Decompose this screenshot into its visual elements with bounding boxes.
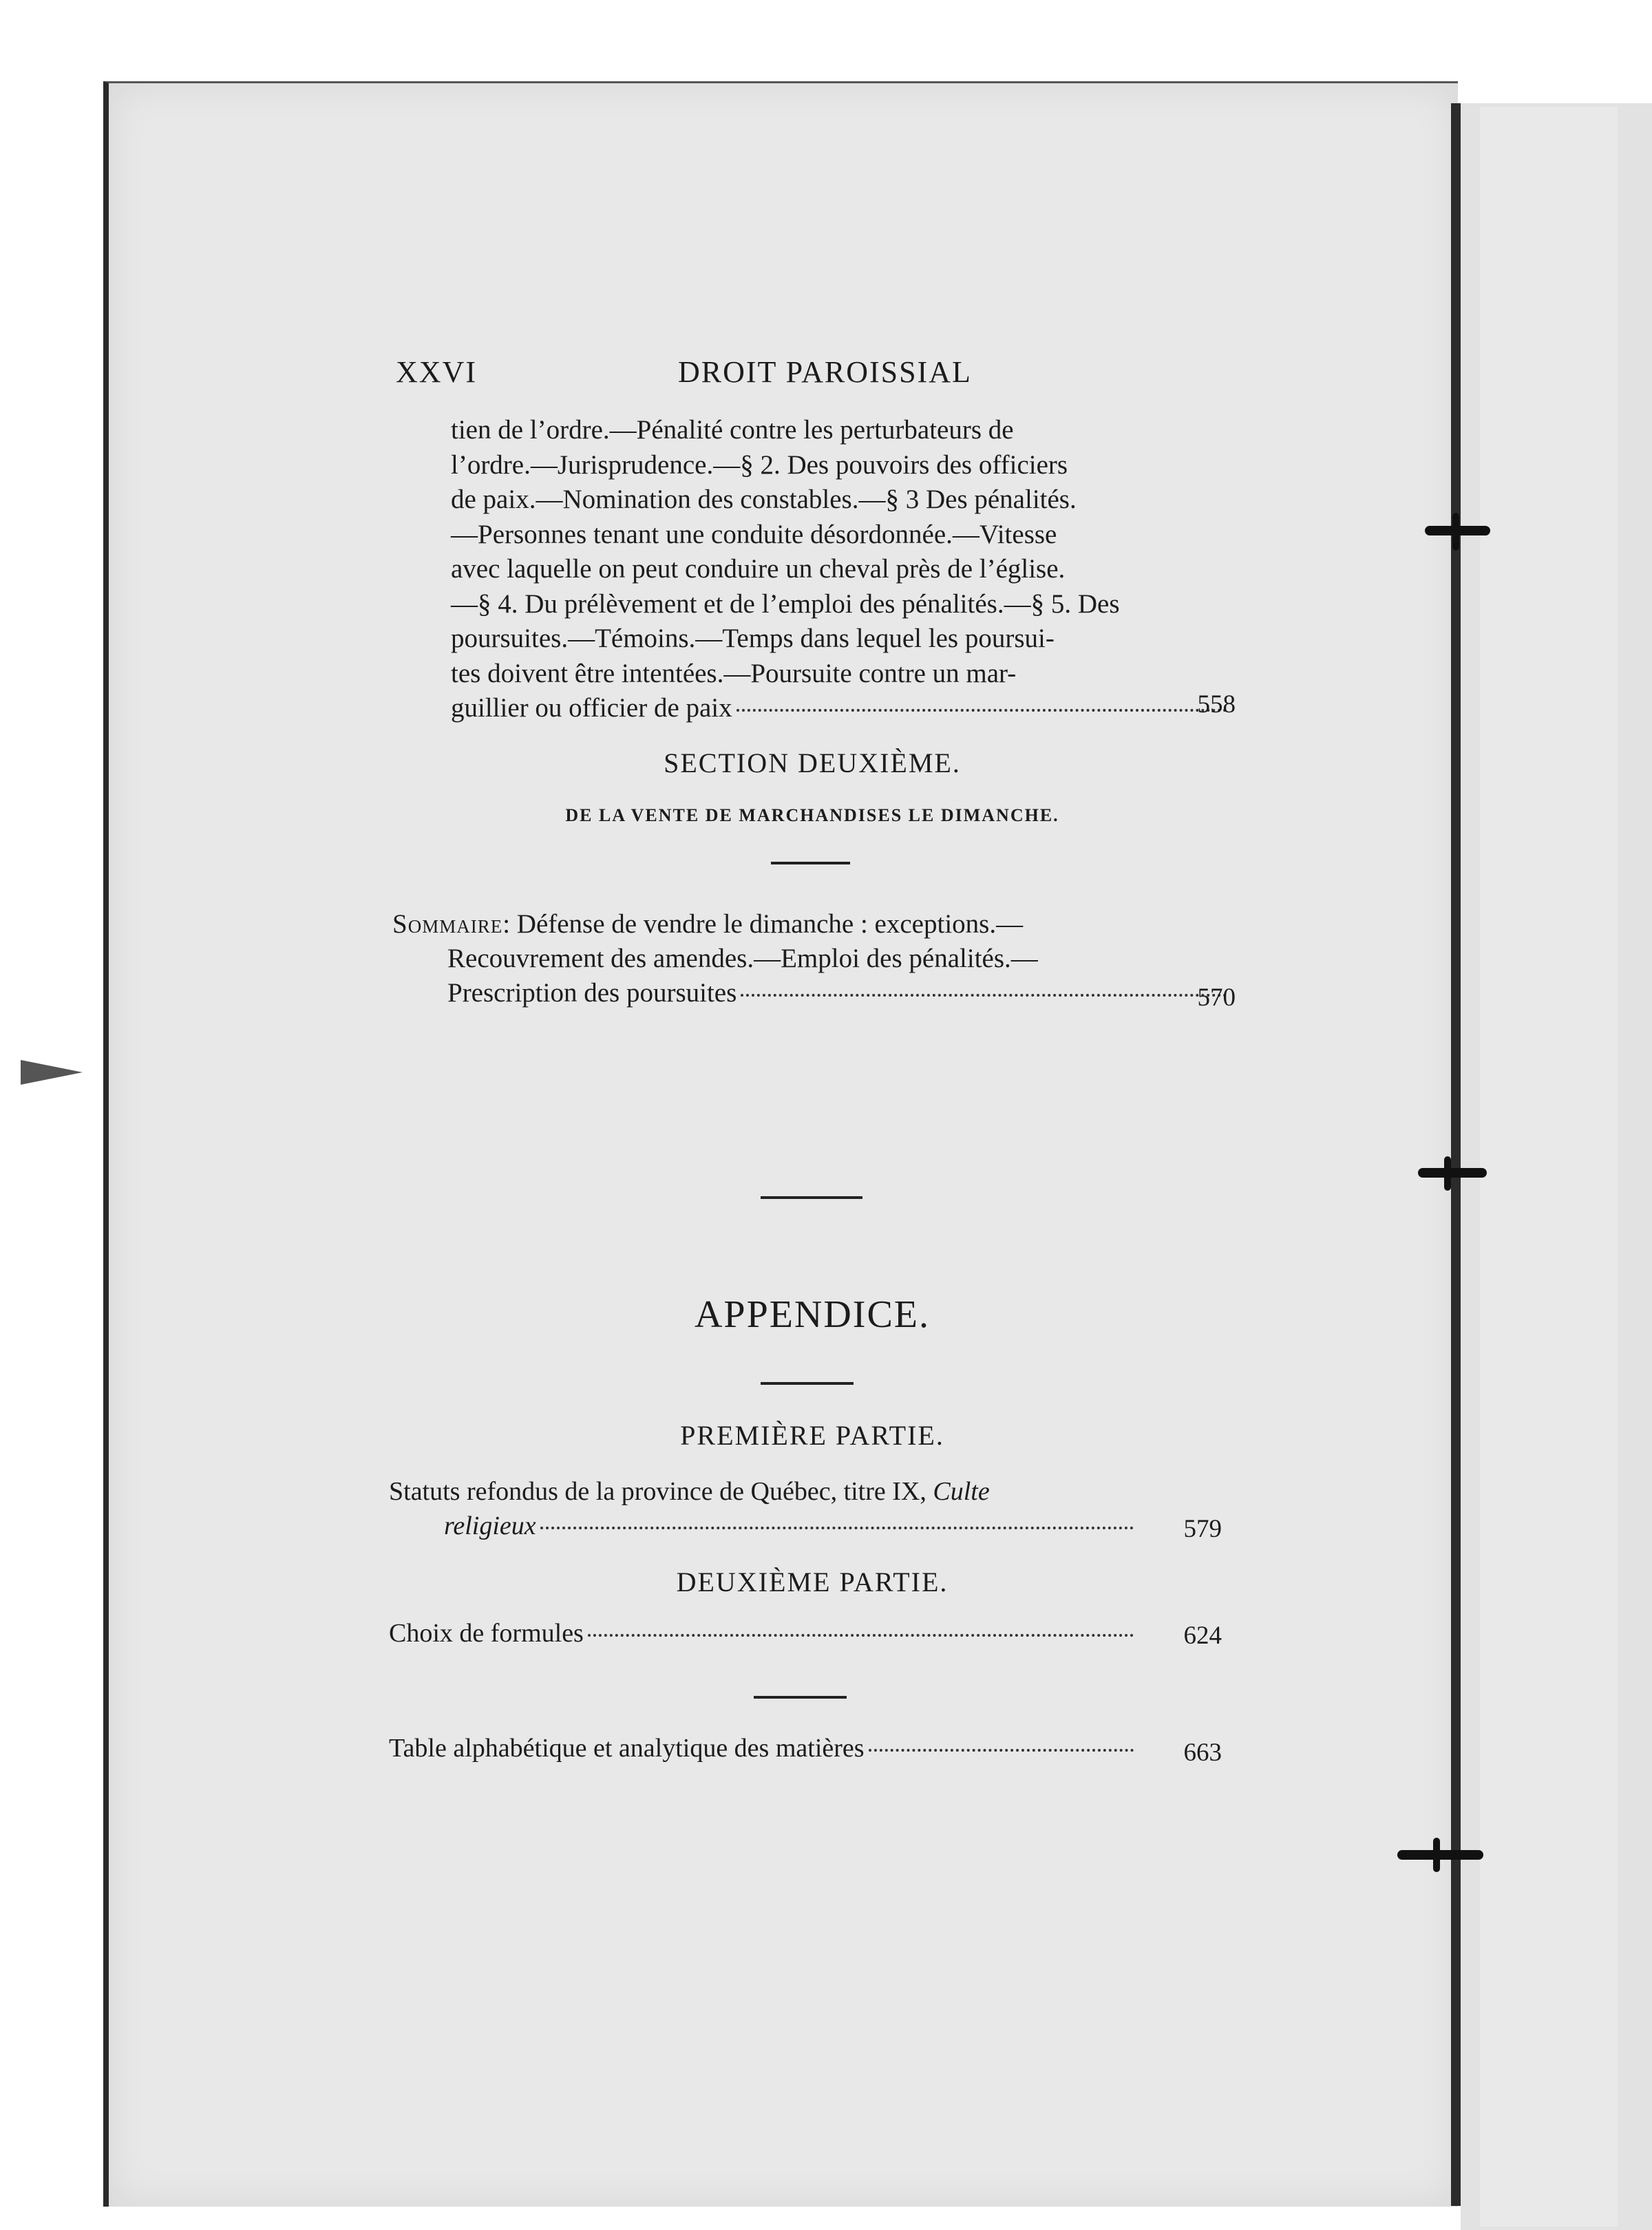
page-number: 558 (1197, 690, 1236, 719)
entry-line: Table alphabétique et analytique des matières (389, 1731, 1139, 1765)
dot-leader (540, 1509, 1134, 1529)
entry-line: Statuts refondus de la province de Québec, titre IX, Culte (389, 1477, 990, 1506)
toc-entry-part-two (389, 1616, 1139, 1650)
entry-line: l’ordre.—Jurisprudence.—§ 2. Des pouvoirs des officiers (451, 449, 1068, 480)
sheet-edge (1451, 103, 1461, 2206)
binding-pin-stem (1452, 513, 1459, 551)
page-number: 663 (1183, 1739, 1222, 1767)
entry-line: tien de l’ordre.—Pénalité contre les perturbateurs de (451, 415, 1014, 445)
running-head (396, 354, 1208, 396)
short-rule (754, 1696, 847, 1699)
section-subtitle: DE LA VENTE DE MARCHANDISES LE DIMANCHE. (565, 805, 1059, 825)
entry-line: guillier ou officier de paix (451, 691, 1232, 726)
summary-line: Prescription des poursuites (392, 976, 1232, 1010)
dot-leader (741, 976, 1227, 997)
toc-entry-index (389, 1731, 1139, 1765)
entry-line: tes doivent être intentées.—Poursuite contre un mar- (451, 658, 1017, 688)
toc-entry-part-one (389, 1474, 1139, 1543)
entry-line: religieux (389, 1509, 1139, 1543)
left-margin-mark (21, 1060, 83, 1085)
section-title: SECTION DEUXIÈME. (664, 747, 961, 778)
dot-leader (588, 1616, 1134, 1637)
page-number: 579 (1183, 1515, 1222, 1543)
entry-line: de paix.—Nomination des constables.—§ 3 Des pénalités. (451, 485, 1077, 514)
entry-line: —§ 4. Du prélèvement et de l’emploi des pénalités.—§ 5. Des (451, 588, 1120, 619)
running-title: DROIT PAROISSIAL (678, 355, 972, 389)
page-sheet (103, 81, 1458, 2207)
page-number: 624 (1183, 1622, 1222, 1650)
page-number: 570 (1197, 984, 1236, 1012)
short-rule (771, 862, 850, 864)
summary-line: Sommaire : Défense de vendre le dimanche : exceptions.— (392, 907, 1232, 942)
section-summary (392, 907, 1232, 1010)
binding-pin-stem (1444, 1156, 1451, 1191)
binding-pin-stem (1433, 1838, 1440, 1872)
part-two-title: DEUXIÈME PARTIE. (676, 1567, 949, 1597)
toc-entry-continuation (451, 413, 1232, 726)
summary-line: Recouvrement des amendes.—Emploi des pénalités.— (447, 944, 1038, 973)
dot-leader (737, 691, 1227, 712)
appendix-title: APPENDICE. (694, 1293, 931, 1336)
binding-pin (1397, 1850, 1483, 1860)
entry-line: Choix de formules (389, 1616, 1139, 1650)
entry-line: avec laquelle on peut conduire un cheval près de l’église. (451, 554, 1066, 584)
summary-label: Sommaire (392, 909, 503, 939)
entry-line: poursuites.—Témoins.—Temps dans lequel les poursui- (451, 624, 1055, 653)
page-folio: XXVI (396, 355, 477, 389)
part-one-title: PREMIÈRE PARTIE. (680, 1420, 944, 1451)
next-page-surface (1480, 107, 1618, 2227)
separator-rule (761, 1196, 862, 1199)
binding-pin (1418, 1168, 1487, 1178)
short-rule (761, 1382, 854, 1385)
dot-leader (869, 1731, 1134, 1752)
entry-line: —Personnes tenant une conduite désordonnée.—Vitesse (451, 519, 1057, 549)
